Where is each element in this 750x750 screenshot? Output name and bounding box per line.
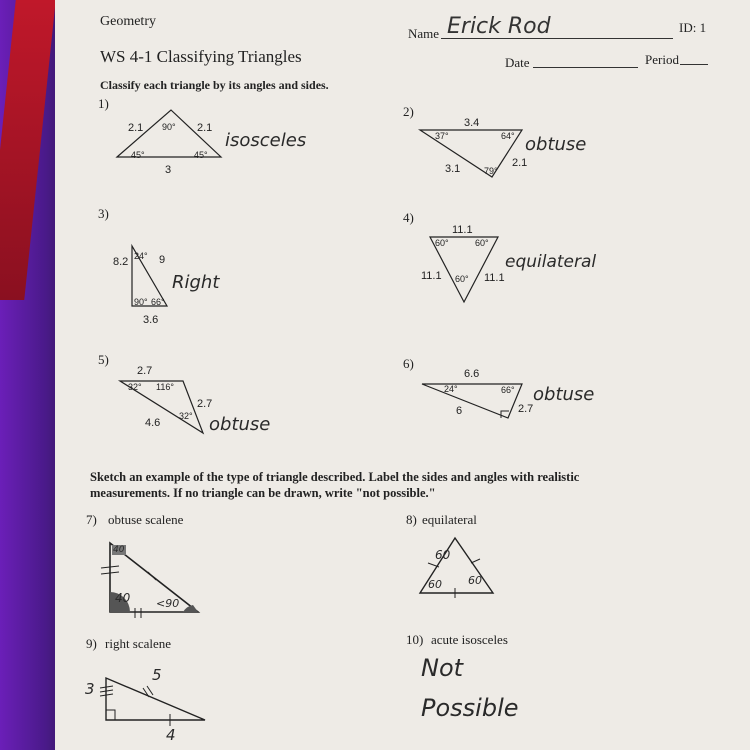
q9-label: right scalene — [105, 636, 172, 651]
p1-answer: isosceles — [225, 130, 307, 151]
q8-label: equilateral — [422, 512, 477, 527]
p6-angle-right: 66° — [501, 385, 515, 395]
problem-3-number: 3) — [98, 206, 109, 221]
p2-angle-left: 37° — [435, 131, 449, 141]
p5-angle-left: 32° — [128, 382, 142, 392]
q10-answer-line2: Possible — [421, 694, 519, 722]
q9-note-bottom: 4 — [166, 726, 176, 744]
student-name: Erick Rod — [447, 14, 551, 39]
problem-6-number: 6) — [403, 356, 414, 371]
p3-answer: Right — [172, 272, 220, 293]
q10-label: acute isosceles — [431, 632, 508, 647]
q7-note-top: 40 — [113, 545, 125, 555]
p2-side-top: 3.4 — [464, 117, 480, 129]
problem-4-number: 4) — [403, 210, 414, 225]
q7-note-br: <90 — [156, 597, 180, 610]
course-label: Geometry — [100, 14, 156, 29]
p3-side-right: 9 — [159, 254, 166, 266]
p4-side-right: 11.1 — [484, 272, 505, 284]
p1-angle-right: 45° — [194, 150, 208, 160]
p4-angle-right: 60° — [475, 238, 489, 248]
q9-note-hyp: 5 — [152, 666, 162, 684]
p5-side-left: 4.6 — [145, 417, 161, 429]
q9-number: 9) — [86, 636, 97, 651]
q9-note-left: 3 — [85, 680, 95, 698]
instructions: Classify each triangle by its angles and sides. — [100, 78, 329, 92]
p1-side-bottom: 3 — [165, 164, 172, 176]
p1-angle-top: 90° — [162, 122, 176, 132]
problem-5-number: 5) — [98, 352, 109, 367]
p5-angle-bottom: 32° — [179, 411, 193, 421]
p3-angle-top: 24° — [134, 251, 148, 261]
name-label: Name — [408, 26, 440, 41]
p4-answer: equilateral — [505, 252, 597, 272]
p2-angle-bottom: 79° — [484, 166, 498, 176]
date-label: Date — [505, 55, 530, 70]
p1-side-left: 2.1 — [128, 122, 144, 134]
sketch-instructions-1: Sketch an example of the type of triangle described. Label the sides and angles with realistic — [90, 470, 580, 484]
p4-side-top: 11.1 — [452, 224, 473, 236]
q8-note-top: 60 — [435, 548, 451, 562]
q8-note-right: 60 — [468, 574, 482, 587]
p2-side-left: 3.1 — [445, 163, 461, 175]
p6-answer: obtuse — [533, 384, 595, 405]
p5-side-right: 2.7 — [197, 398, 213, 410]
id-label: ID: 1 — [679, 20, 707, 35]
q10-answer-line1: Not — [421, 654, 464, 682]
q10-number: 10) — [406, 632, 424, 647]
q8-number: 8) — [406, 512, 417, 527]
date-line — [533, 67, 638, 68]
worksheet-title: WS 4-1 Classifying Triangles — [100, 47, 302, 66]
q8-note-left: 60 — [428, 578, 442, 591]
q9-sketch — [55, 0, 56, 1]
period-line — [680, 64, 708, 65]
problem-2-number: 2) — [403, 104, 414, 119]
p6-side-right: 2.7 — [518, 403, 534, 415]
p3-angle-br: 66° — [151, 297, 165, 307]
p3-side-left: 8.2 — [113, 256, 129, 268]
p6-side-top: 6.6 — [464, 368, 480, 380]
p4-angle-bottom: 60° — [455, 274, 469, 284]
p2-angle-right: 64° — [501, 131, 515, 141]
p2-side-right: 2.1 — [512, 157, 528, 169]
sketch-instructions-2: measurements. If no triangle can be drawn, write "not possible." — [90, 486, 436, 500]
p6-side-left: 6 — [456, 405, 463, 417]
p5-angle-top: 116° — [156, 382, 174, 392]
p3-side-bottom: 3.6 — [143, 314, 159, 326]
p4-angle-left: 60° — [435, 238, 449, 248]
p1-side-right: 2.1 — [197, 122, 213, 134]
period-label: Period — [645, 52, 679, 67]
p1-angle-left: 45° — [131, 150, 145, 160]
p6-angle-left: 24° — [444, 384, 458, 394]
problem-1-number: 1) — [98, 96, 109, 111]
q7-number: 7) — [86, 512, 97, 527]
p5-answer: obtuse — [209, 414, 271, 435]
q7-label: obtuse scalene — [108, 512, 184, 527]
p4-side-left: 11.1 — [421, 270, 442, 282]
p3-angle-bl: 90° — [134, 297, 148, 307]
p5-side-top: 2.7 — [137, 365, 153, 377]
p2-answer: obtuse — [525, 134, 587, 155]
q7-note-bl: 40 — [115, 591, 131, 605]
worksheet — [55, 0, 750, 750]
